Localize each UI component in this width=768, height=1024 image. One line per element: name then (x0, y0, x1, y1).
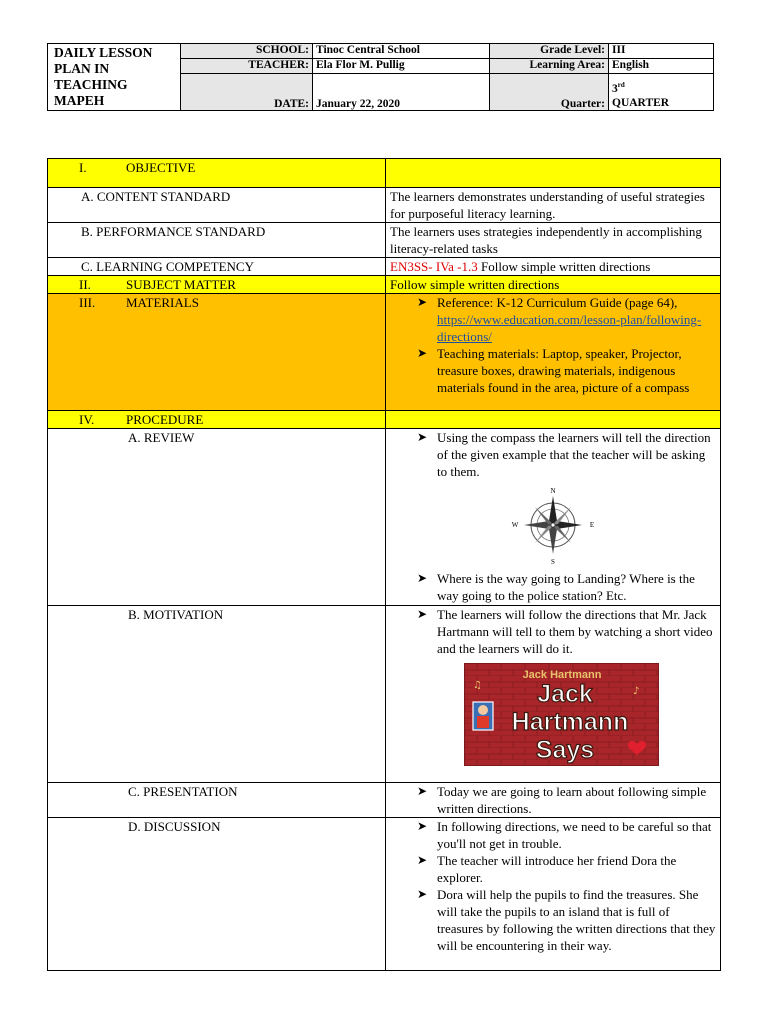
discussion-item-2: The teacher will introduce her friend Dora the explorer. (437, 853, 677, 885)
compass-west-label: W (511, 521, 519, 529)
svg-text:♫: ♫ (473, 680, 482, 691)
presentation-list (390, 783, 716, 817)
arrow-bullet-icon: ➤ (417, 853, 428, 867)
review-item-1: Using the compass the learners will tell the direction of the given example that the teacher will be asking to them. (437, 430, 711, 479)
subject-matter-value: Follow simple written directions (386, 276, 721, 294)
discussion-row (48, 818, 721, 971)
learning-competency-row (48, 258, 721, 276)
presentation-label: C. PRESENTATION (128, 784, 238, 799)
grade-label: Grade Level: (490, 44, 609, 59)
quarter-word: QUARTER (612, 97, 670, 109)
jack-top-caption: Jack Hartmann (522, 669, 602, 681)
discussion-label: D. DISCUSSION (128, 819, 221, 834)
motivation-list (390, 606, 716, 657)
objective-num: I. (79, 160, 87, 175)
materials-label: MATERIALS (126, 295, 199, 310)
jack-hartmann-image (464, 663, 659, 766)
materials-num: III. (79, 295, 96, 310)
arrow-bullet-icon: ➤ (417, 607, 428, 621)
jack-line-1: Jack (537, 680, 593, 708)
header-table (47, 43, 714, 111)
presentation-item-1: Today we are going to learn about following simple written directions. (437, 784, 707, 816)
jack-hartmann-graphic (465, 664, 658, 765)
discussion-list (390, 818, 716, 954)
content-standard-row (48, 188, 721, 223)
arrow-bullet-icon: ➤ (417, 430, 428, 444)
date-value: January 22, 2020 (313, 74, 490, 111)
materials-list (390, 294, 716, 396)
review-row (48, 429, 721, 606)
quarter-ordinal: rd (617, 81, 625, 90)
motivation-item-1: The learners will follow the directions that Mr. Jack Hartmann will tell to them by watching a short video and the learners will do it. (437, 607, 713, 656)
arrow-bullet-icon: ➤ (417, 784, 428, 798)
jack-line-2: Hartmann (511, 708, 629, 736)
list-item (417, 783, 716, 817)
list-item (417, 606, 716, 657)
teacher-label: TEACHER: (181, 59, 313, 74)
review-item-2: Where is the way going to Landing? Where is the way going to the police station? Etc. (437, 571, 695, 603)
teacher-value: Ela Flor M. Pullig (313, 59, 490, 74)
teaching-materials-text: Teaching materials: Laptop, speaker, Projector, treasure boxes, drawing materials, indigenous materials found in the area, picture of a compass (437, 346, 690, 395)
compass-north-label: N (550, 487, 556, 495)
procedure-num: IV. (79, 412, 95, 427)
discussion-item-1: In following directions, we need to be careful so that you'll not get in trouble. (437, 819, 712, 851)
list-item (417, 886, 716, 954)
materials-row (48, 294, 721, 411)
arrow-bullet-icon: ➤ (417, 295, 428, 309)
lesson-plan-title: DAILY LESSON PLAN IN TEACHING MAPEH (48, 44, 181, 111)
performance-standard-value: The learners uses strategies independently in accomplishing literacy-related tasks (386, 223, 721, 258)
quarter-number: 3 (612, 83, 618, 95)
date-label: DATE: (181, 74, 313, 111)
procedure-label: PROCEDURE (126, 412, 204, 427)
learning-area-value: English (609, 59, 714, 74)
procedure-row (48, 411, 721, 429)
review-label: A. REVIEW (128, 430, 195, 445)
jack-line-3: Says (535, 736, 595, 764)
learning-area-label: Learning Area: (490, 59, 609, 74)
school-label: SCHOOL: (181, 44, 313, 59)
content-standard-label: A. CONTENT STANDARD (81, 189, 231, 204)
objective-row (48, 159, 721, 188)
presentation-row (48, 783, 721, 818)
arrow-bullet-icon: ➤ (417, 819, 428, 833)
review-list (390, 429, 716, 480)
performance-standard-label: B. PERFORMANCE STANDARD (81, 224, 266, 239)
lesson-table (47, 158, 721, 971)
objective-label: OBJECTIVE (126, 160, 196, 175)
competency-value: Follow simple written directions (477, 259, 651, 274)
list-item (417, 345, 716, 396)
quarter-value (609, 74, 714, 111)
content-standard-value: The learners demonstrates understanding of useful strategies for purposeful literacy learning. (386, 188, 721, 223)
svg-text:♪: ♪ (633, 686, 640, 697)
list-item (417, 294, 716, 345)
subject-matter-row (48, 276, 721, 294)
performance-standard-row (48, 223, 721, 258)
grade-value: III (609, 44, 714, 59)
compass-east-label: E (589, 521, 595, 529)
competency-code: EN3SS- IVa -1.3 (390, 259, 478, 274)
subject-matter-num: II. (79, 277, 91, 292)
reference-text: Reference: K-12 Curriculum Guide (page 64), (437, 295, 678, 310)
quarter-label: Quarter: (490, 74, 609, 111)
motivation-label: B. MOTIVATION (128, 607, 224, 622)
subject-matter-label: SUBJECT MATTER (126, 277, 236, 292)
list-item (417, 818, 716, 852)
compass-image (508, 486, 598, 566)
discussion-item-3: Dora will help the pupils to find the treasures. She will take the pupils to an island that is full of treasures by following the written directions that they will be encountering in their way. (437, 887, 716, 953)
list-item (417, 852, 716, 886)
arrow-bullet-icon: ➤ (417, 887, 428, 901)
compass-south-label: S (551, 558, 555, 566)
list-item (417, 570, 716, 604)
motivation-row (48, 606, 721, 783)
arrow-bullet-icon: ➤ (417, 346, 428, 360)
arrow-bullet-icon: ➤ (417, 571, 428, 585)
learning-competency-label: C. LEARNING COMPETENCY (81, 259, 254, 274)
school-value: Tinoc Central School (313, 44, 490, 59)
review-list-2 (390, 570, 716, 604)
reference-link[interactable]: https://www.education.com/lesson-plan/following-directions/ (437, 312, 702, 344)
list-item (417, 429, 716, 480)
